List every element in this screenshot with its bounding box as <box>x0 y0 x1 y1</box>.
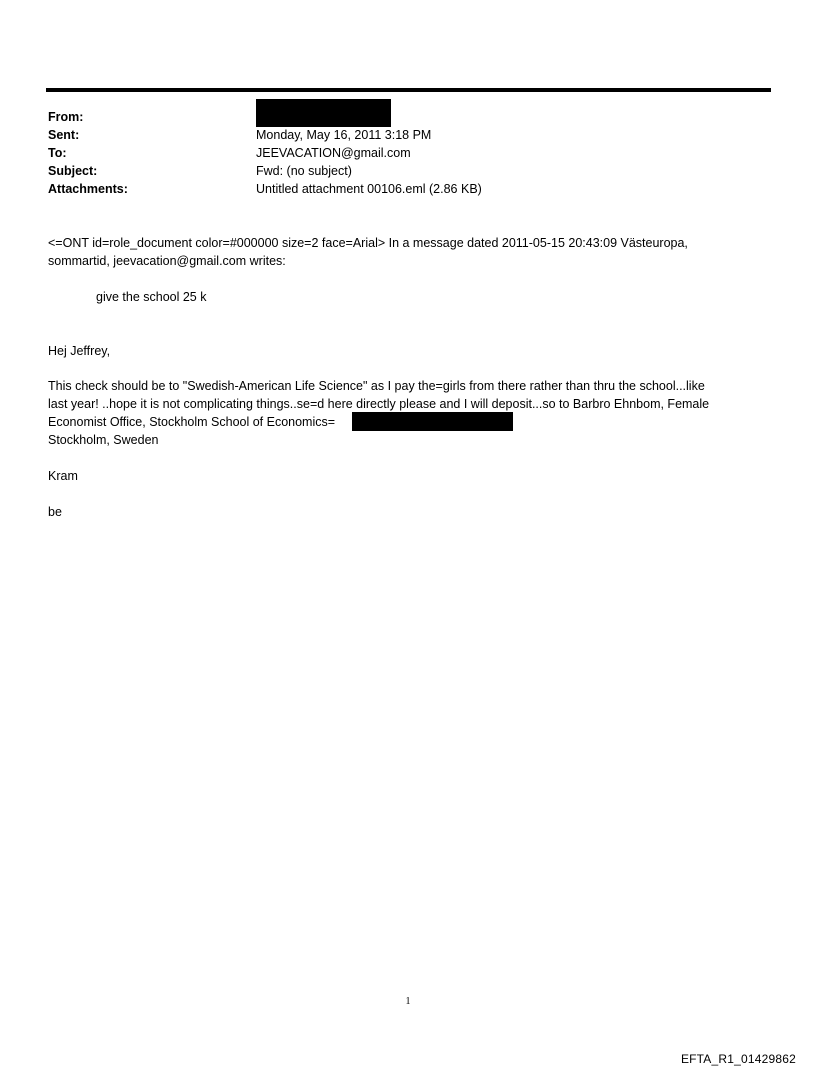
header-divider <box>46 88 771 92</box>
attachments-label: Attachments: <box>48 182 128 196</box>
sent-label: Sent: <box>48 128 80 142</box>
to-label: To: <box>48 146 67 160</box>
page-number: 1 <box>405 996 411 1007</box>
signoff: be <box>48 505 62 519</box>
address-redaction <box>352 412 513 431</box>
quoted-text: give the school 25 k <box>96 290 207 304</box>
to-value: JEEVACATION@gmail.com <box>256 146 411 160</box>
subject-value: Fwd: (no subject) <box>256 164 352 178</box>
greeting: Hej Jeffrey, <box>48 344 111 358</box>
intro-line-2: sommartid, jeevacation@gmail.com writes: <box>48 254 286 268</box>
paragraph-line-2: last year! ..hope it is not complicating things..se=d here directly please and I will deposit...so to Barbro Ehnbom, Female <box>48 397 710 411</box>
from-label: From: <box>48 110 84 124</box>
intro-line-1: <=ONT id=role_document color=#000000 size=2 face=Arial> In a message dated 2011-05-15 20:43:09 Västeuropa, <box>48 236 688 250</box>
bates-number: EFTA_R1_01429862 <box>680 1052 796 1066</box>
paragraph-line-1: This check should be to "Swedish-American Life Science" as I pay the=girls from there rather than thru the school...like <box>48 379 705 393</box>
from-redaction <box>256 99 391 127</box>
paragraph-line-3: Economist Office, Stockholm School of Economics= <box>48 415 336 429</box>
closing: Kram <box>48 469 78 483</box>
subject-label: Subject: <box>48 164 98 178</box>
sent-value: Monday, May 16, 2011 3:18 PM <box>256 128 432 142</box>
attachments-value: Untitled attachment 00106.eml (2.86 KB) <box>256 182 482 196</box>
paragraph-line-4: Stockholm, Sweden <box>48 433 159 447</box>
